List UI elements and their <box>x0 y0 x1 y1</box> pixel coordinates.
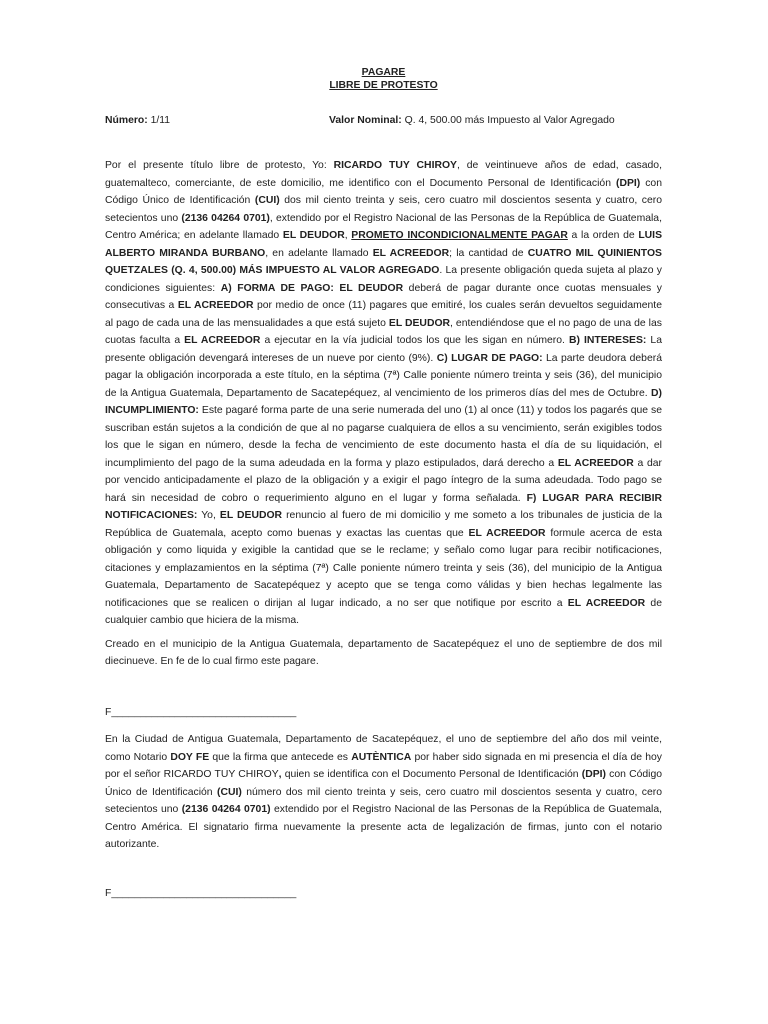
bold-text-run: (CUI) <box>254 195 280 206</box>
text-run: a la orden de <box>567 230 639 241</box>
bold-text-run: EL ACREEDOR <box>468 527 546 539</box>
document-title-block <box>105 66 662 92</box>
text-run: La parte deudora deberá pagar la obligación incorporada a este título, en la séptima (7ª) Calle poniente número treinta y seis (36), del municipio de la Antigua Guatemala, Departamento de Sacatepéquez, al vencimiento de los primeros días del mes de Octubre. <box>105 352 662 399</box>
bold-text-run: DOY FE <box>170 751 210 763</box>
text-run: ; la cantidad de <box>449 247 528 259</box>
document-title: PAGARE <box>361 67 406 78</box>
text-run: formule acerca de esta obligación y como liquida y exigible la cantidad que se le reclame; y señalo como lugar para recibir notificaciones, citaciones y emplazamientos en la séptima (7ª) Calle poniente número treinta y seis (36), del municipio de la Antigua Guatemala, Departamento de Sacatepéquez y acepto que se tenga como válidas y bien hechas legalmente las notificaciones que se realicen o dirijan al lugar indicado, a no ser que notifique por escrito a <box>105 527 662 609</box>
text-run: , entendiéndose que el no pago de una de las cuotas faculta a <box>105 317 662 346</box>
document-subtitle: LIBRE DE PROTESTO <box>329 80 438 91</box>
text-run: , extendido por el Registro Nacional de las Personas de la República de Guatemala, Centro América; en adelante llamado <box>105 212 662 241</box>
document-page <box>105 66 662 902</box>
bold-text-run: EL ACREEDOR <box>557 457 634 469</box>
text-run: renuncio al fuero de mi domicilio y me someto a los tribunales de justicia de la República de Guatemala, acepto como buenas y exactas las cuentas que <box>105 510 662 539</box>
text-run: quien se identifica con el Documento Personal de Identificación <box>281 769 582 780</box>
bold-text-run: EL DEUDOR <box>282 230 345 241</box>
bold-text-run: CUATRO MIL QUINIENTOS QUETZALES (Q. 4, 500.00) MÁS IMPUESTO AL VALOR AGREGADO <box>105 247 662 276</box>
text-run: por medio de once (11) pagares que emitiré, los cuales serán devueltos seguidamente al pago de cada una de las mensualidades a que está sujeto <box>105 300 662 329</box>
bold-text-run: EL DEUDOR <box>388 317 451 329</box>
legalization-paragraph <box>105 731 662 854</box>
text-run: . La presente obligación queda sujeta al plazo y condiciones siguientes: <box>105 265 662 294</box>
bold-text-run: RICARDO TUY CHIROY <box>333 160 457 171</box>
bold-text-run: (DPI) <box>581 769 606 780</box>
bold-text-run: EL ACREEDOR <box>372 247 450 259</box>
text-run: , de veintinueve años de edad, casado, guatemalteco, comerciante, de este domicilio, me identifico con el Documento Personal de Identificación <box>105 160 662 189</box>
text-run: a dar por vencido anticipadamente el plazo de la obligación y a exigir el pago íntegro de la suma adeudada. Todo pago se hará sin necesidad de cobro o requerimiento alguno en el lugar y forma señalada. <box>105 457 662 504</box>
body-paragraph <box>105 157 662 630</box>
underlined-text-run <box>351 230 568 241</box>
bold-text-run: LUIS ALBERTO MIRANDA BURBANO <box>105 230 662 259</box>
valor-nominal-field <box>329 112 615 130</box>
closing-paragraph: Creado en el municipio de la Antigua Guatemala, departamento de Sacatepéquez el uno de septiembre de dos mil diecinueve. En fe de lo cual firmo este pagare. <box>105 638 662 667</box>
text-run: Yo, <box>197 510 220 521</box>
numero-label: Número: <box>105 115 148 126</box>
text-run: En la Ciudad de Antigua Guatemala, Departamento de Sacatepéquez, el uno de septiembre del año dos mil veinte, como Notario <box>105 734 662 763</box>
text-run: Por el presente título libre de protesto, Yo: <box>105 160 334 171</box>
text-run: con Código Único de Identificación <box>105 177 662 206</box>
bold-text-run: AUTÈNTICA <box>351 751 412 763</box>
text-run: dos mil ciento treinta y seis, cero cuatro mil doscientos sesenta y cuatro, cero setecientos uno <box>105 195 663 224</box>
text-run: Este pagaré forma parte de una serie numerada del uno (1) al once (11) y todos los pagarés que se suscriban están sujetos a la condición de que al no pagarse cualquiera de ellos a su vencimiento, serán exigibles todos los que le sigan en número, desde la fecha de vencimiento de este documento hasta el día de su liquidación, el incumplimiento del pago de la suma adeudada en la forma y plazo estipulados, dará derecho a <box>105 405 662 469</box>
numero-value: 1/11 <box>147 115 171 126</box>
text-run: La presente obligación devengará intereses de un nueve por ciento (9%). <box>105 335 662 364</box>
bold-text-run: F) LUGAR PARA RECIBIR NOTIFICACIONES: <box>105 492 662 521</box>
bold-text-run: D) INCUMPLIMIENTO: <box>105 387 662 416</box>
bold-text-run: (CUI) <box>217 786 242 798</box>
text-run: deberá de pagar durante once cuotas mensuales y consecutivas a <box>105 282 662 311</box>
text-run: número dos mil ciento treinta y seis, cero cuatro mil doscientos sesenta y cuatro, cero setecientos uno <box>105 786 662 815</box>
text-run: de cualquier cambio que hiciera de la misma. <box>105 597 662 626</box>
bold-text-run: (2136 04264 0701) <box>181 804 271 815</box>
signature-line-2: F________________________________ <box>105 887 297 899</box>
bold-text-run: PROMETO INCONDICIONALMENTE PAGAR <box>351 230 568 241</box>
bold-text-run: EL ACREEDOR <box>567 597 646 609</box>
bold-text-run: EL ACREEDOR <box>184 335 261 346</box>
bold-text-run: , <box>278 769 282 780</box>
bold-text-run: (DPI) <box>615 177 641 189</box>
bold-text-run: C) LUGAR DE PAGO: <box>436 352 543 364</box>
valor-nominal-label: Valor Nominal: <box>329 115 402 126</box>
text-run: , en adelante llamado <box>265 247 373 259</box>
bold-text-run: (2136 04264 0701) <box>181 212 270 224</box>
bold-text-run: EL ACREEDOR <box>177 300 254 311</box>
valor-nominal-value: Q. 4, 500.00 más Impuesto al Valor Agregado <box>401 115 615 126</box>
text-run: a ejecutar en la vía judicial todos los que les sigan en número. <box>260 335 569 346</box>
text-run: por haber sido signada en mi presencia el día de hoy por el señor RICARDO TUY CHIROY <box>105 751 662 780</box>
text-run: con Código Único de Identificación <box>105 769 663 798</box>
text-run: , <box>344 230 352 241</box>
signature-line-1: F________________________________ <box>105 706 297 718</box>
bold-text-run: A) FORMA DE PAGO: EL DEUDOR <box>220 282 404 294</box>
text-run: extendido por el Registro Nacional de las Personas de la República de Guatemala, Centro América. El signatario firma nuevamente la presente acta de legalización de firmas, junto con el notario autorizante. <box>105 804 662 850</box>
bold-text-run: B) INTERESES: <box>568 335 647 346</box>
numero-field <box>105 112 170 130</box>
document-meta-row <box>105 112 662 126</box>
bold-text-run: EL DEUDOR <box>219 510 283 521</box>
text-run: que la firma que antecede es <box>209 751 352 763</box>
